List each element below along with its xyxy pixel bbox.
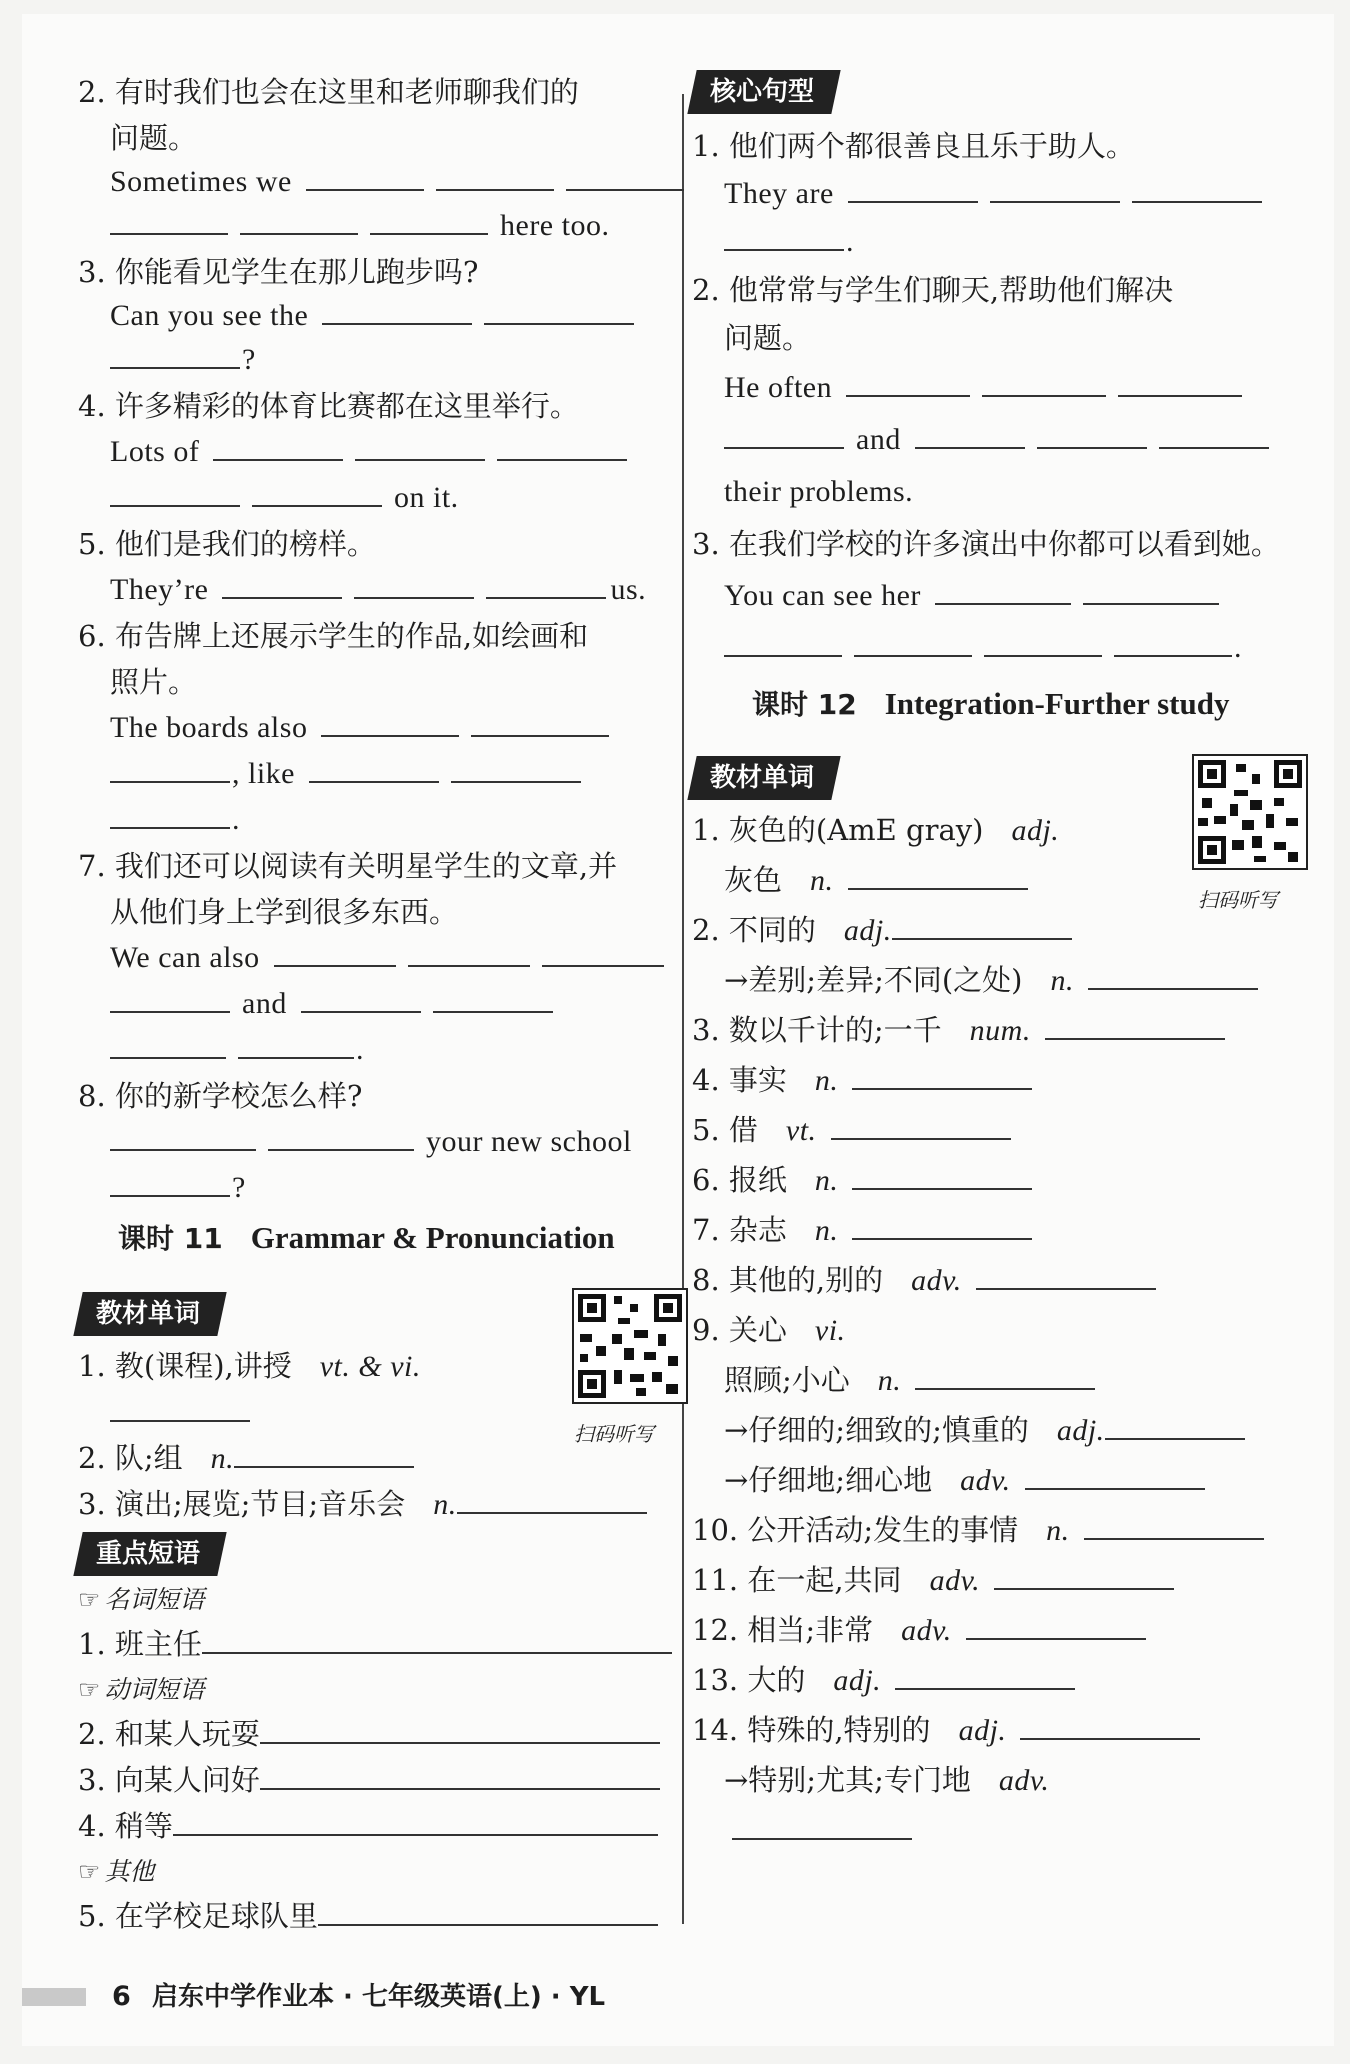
answer-blank[interactable]	[354, 567, 474, 599]
answer-blank[interactable]	[234, 1436, 414, 1468]
q7-en-end: .	[356, 1033, 364, 1066]
v1-pos: vt. & vi.	[319, 1350, 421, 1383]
w3-pos: num.	[969, 1014, 1031, 1047]
w6-chinese: 6. 报纸	[692, 1163, 787, 1197]
q2-chinese-cont: 问题。	[110, 121, 198, 155]
answer-blank[interactable]	[1105, 1408, 1245, 1440]
answer-blank[interactable]	[854, 625, 972, 657]
q2-en-text: Sometimes we	[110, 165, 292, 198]
w9-sub3-pos: adv.	[960, 1464, 1011, 1497]
answer-blank[interactable]	[542, 935, 664, 967]
answer-blank[interactable]	[408, 935, 530, 967]
section-vocab-12	[687, 756, 840, 800]
answer-blank[interactable]	[1084, 1508, 1264, 1540]
w9-sub1-pos: n.	[877, 1364, 902, 1397]
pointing-hand-icon: ☞	[78, 1675, 101, 1704]
answer-blank[interactable]	[895, 1658, 1075, 1690]
v3-line	[78, 1478, 659, 1530]
answer-blank[interactable]	[110, 1390, 250, 1422]
p1-line	[78, 1618, 684, 1670]
footer-decoration	[22, 1988, 86, 2006]
p4-line	[78, 1800, 670, 1852]
q2-en-end: here too.	[500, 209, 610, 242]
w10-chinese: 10. 公开活动;发生的事情	[692, 1513, 1019, 1547]
answer-blank[interactable]	[471, 705, 609, 737]
w6-line	[692, 1154, 1044, 1206]
w9-sub1-chinese: 照顾;小心	[724, 1363, 850, 1397]
lesson-12-number: 课时 12	[752, 688, 857, 721]
p5-chinese: 5. 在学校足球队里	[78, 1899, 318, 1933]
w14-sub-chinese: →特别;尤其;专门地	[724, 1763, 971, 1797]
s2-chinese-cont: 问题。	[724, 321, 812, 355]
v2-pos: n.	[210, 1442, 235, 1475]
q4-english-line2	[110, 472, 459, 524]
answer-blank[interactable]	[309, 751, 439, 783]
q5-english-line	[110, 564, 646, 616]
qr-pattern-icon	[574, 1290, 686, 1402]
answer-blank[interactable]	[110, 337, 240, 369]
w9-sub2-line	[724, 1404, 1257, 1456]
w14-pos: adj.	[958, 1714, 1007, 1747]
p3-line	[78, 1754, 672, 1806]
answer-blank[interactable]	[252, 475, 382, 507]
v1-answer-line	[110, 1386, 262, 1438]
q5-en-text: They’re	[110, 573, 209, 606]
answer-blank[interactable]	[497, 429, 627, 461]
answer-blank[interactable]	[1037, 417, 1147, 449]
w4-pos: n.	[814, 1064, 839, 1097]
w5-chinese: 5. 借	[692, 1113, 758, 1147]
answer-blank[interactable]	[1132, 171, 1262, 203]
page-number: 6	[112, 1981, 131, 2012]
section-phrases-label: 重点短语	[96, 1539, 201, 1569]
answer-blank[interactable]	[1118, 365, 1242, 397]
answer-blank[interactable]	[110, 475, 240, 507]
answer-blank[interactable]	[915, 417, 1025, 449]
w8-line	[692, 1254, 1168, 1306]
w2-sub-chinese: →差别;差异;不同(之处)	[724, 963, 1023, 997]
answer-blank[interactable]	[1088, 958, 1258, 990]
w9-sub3-line	[724, 1454, 1217, 1506]
q6-chinese-cont: 照片。	[110, 665, 198, 699]
w13-line	[692, 1654, 1087, 1706]
w11-pos: adv.	[929, 1564, 981, 1597]
s1-english-line2	[724, 216, 854, 268]
section-vocab-11-label: 教材单词	[96, 1299, 201, 1329]
s2-english-line2	[724, 414, 1281, 466]
w13-pos: adj.	[833, 1664, 882, 1697]
answer-blank[interactable]	[238, 1027, 354, 1059]
w9-sub2-pos: adj.	[1056, 1414, 1105, 1447]
s2-en-and: and	[856, 423, 901, 456]
answer-blank[interactable]	[724, 625, 842, 657]
q8-en-end: ?	[232, 1171, 246, 1204]
workbook-page	[22, 14, 1334, 2046]
w9-sub3-chinese: →仔细地;细心地	[724, 1463, 933, 1497]
w11-line	[692, 1554, 1186, 1606]
answer-blank[interactable]	[990, 171, 1120, 203]
v1-line	[78, 1340, 421, 1392]
s2-english-line1	[724, 362, 1254, 414]
answer-blank[interactable]	[852, 1208, 1032, 1240]
q4-en-text: Lots of	[110, 435, 200, 468]
s1-chinese: 1. 他们两个都很善良且乐于助人。	[692, 129, 1135, 163]
answer-blank[interactable]	[306, 159, 424, 191]
q4-chinese: 4. 许多精彩的体育比赛都在这里举行。	[78, 389, 579, 423]
q5-en-end: us.	[610, 573, 647, 606]
q3-en-text: Can you see the	[110, 299, 309, 332]
section-vocab-12-label: 教材单词	[710, 763, 815, 793]
w13-chinese: 13. 大的	[692, 1663, 806, 1697]
q8-english-line2	[110, 1162, 246, 1214]
other-head	[78, 1852, 154, 1892]
answer-blank[interactable]	[110, 751, 230, 783]
w2-line	[692, 904, 1084, 956]
answer-blank[interactable]	[1020, 1708, 1200, 1740]
w9-chinese: 9. 关心	[692, 1313, 787, 1347]
w1-chinese: 1. 灰色的(AmE gray)	[692, 813, 984, 847]
w6-pos: n.	[814, 1164, 839, 1197]
w9-sub1-line	[724, 1354, 1107, 1406]
answer-blank[interactable]	[566, 159, 684, 191]
w5-line	[692, 1104, 1023, 1156]
answer-blank[interactable]	[848, 858, 1028, 890]
q7-chinese-cont: 从他们身上学到很多东西。	[110, 895, 459, 929]
v2-chinese: 2. 队;组	[78, 1441, 183, 1475]
s3-english-line2	[724, 622, 1242, 674]
s2-chinese: 2. 他常常与学生们聊天,帮助他们解决	[692, 273, 1174, 307]
answer-blank[interactable]	[1114, 625, 1232, 657]
w2-sub-pos: n.	[1050, 964, 1074, 997]
q6-english-line3	[110, 794, 240, 846]
lesson-11-number: 课时 11	[118, 1222, 223, 1255]
s3-english-line1	[724, 570, 1231, 622]
q7-en-text: We can also	[110, 941, 260, 974]
answer-blank[interactable]	[1025, 1458, 1205, 1490]
w3-chinese: 3. 数以千计的;一千	[692, 1013, 942, 1047]
answer-blank[interactable]	[451, 751, 581, 783]
w14-sub-pos: adv.	[998, 1764, 1050, 1797]
w3-line	[692, 1004, 1237, 1056]
q3-english-line2	[110, 334, 256, 386]
answer-blank[interactable]	[966, 1608, 1146, 1640]
w10-line	[692, 1504, 1276, 1556]
answer-blank[interactable]	[274, 935, 396, 967]
q7-en-and: and	[242, 987, 287, 1020]
w12-chinese: 12. 相当;非常	[692, 1613, 874, 1647]
q6-en-end: .	[232, 803, 240, 836]
answer-blank[interactable]	[1045, 1008, 1225, 1040]
w7-pos: n.	[814, 1214, 839, 1247]
w1-sub-pos: n.	[810, 864, 834, 897]
w1-sub-chinese: 灰色	[724, 863, 783, 897]
q7-english-line2	[110, 978, 565, 1030]
answer-blank[interactable]	[1083, 573, 1219, 605]
qr-caption: 扫码听写	[574, 1422, 654, 1446]
answer-blank[interactable]	[370, 203, 488, 235]
w9-pos: vi.	[814, 1314, 846, 1347]
q8-en-text: your new school	[426, 1125, 632, 1158]
q3-en-end: ?	[242, 343, 256, 376]
answer-blank[interactable]	[484, 293, 634, 325]
answer-blank[interactable]	[732, 1808, 912, 1840]
qr-code-icon[interactable]	[1192, 754, 1308, 870]
w12-line	[692, 1604, 1158, 1656]
answer-blank[interactable]	[240, 203, 358, 235]
answer-blank[interactable]	[301, 981, 421, 1013]
v1-chinese: 1. 教(课程),讲授	[78, 1349, 292, 1383]
lesson-12-title	[752, 678, 1229, 730]
other-label: 其他	[104, 1857, 155, 1886]
q3-chinese: 3. 你能看见学生在那儿跑步吗?	[78, 255, 479, 289]
noun-phrase-head	[78, 1580, 204, 1620]
q7-chinese: 7. 我们还可以阅读有关明星学生的文章,并	[78, 849, 618, 883]
w14-chinese: 14. 特殊的,特别的	[692, 1713, 931, 1747]
w7-chinese: 7. 杂志	[692, 1213, 787, 1247]
noun-phrase-label: 名词短语	[104, 1585, 205, 1614]
answer-blank[interactable]	[976, 1258, 1156, 1290]
lesson-11-title	[118, 1212, 615, 1264]
s3-en-end: .	[1234, 631, 1242, 664]
w2-chinese: 2. 不同的	[692, 913, 816, 947]
p5-line	[78, 1890, 670, 1942]
answer-blank[interactable]	[213, 429, 343, 461]
w14-line	[692, 1704, 1212, 1756]
w5-pos: vt.	[785, 1114, 817, 1147]
answer-blank[interactable]	[110, 203, 228, 235]
q4-en-end: on it.	[394, 481, 459, 514]
w1-sub-line	[724, 854, 1040, 906]
s1-english-line1	[724, 168, 1274, 220]
answer-blank[interactable]	[110, 981, 230, 1013]
q6-en-text: The boards also	[110, 711, 308, 744]
q6-english-line2	[110, 748, 593, 800]
answer-blank[interactable]	[355, 429, 485, 461]
w9-line	[692, 1304, 846, 1356]
q8-english-line1	[110, 1116, 632, 1168]
answer-blank[interactable]	[110, 1165, 230, 1197]
w4-line	[692, 1054, 1044, 1106]
answer-blank[interactable]	[457, 1482, 647, 1514]
verb-phrase-head	[78, 1670, 204, 1710]
v2-line	[78, 1432, 426, 1484]
answer-blank[interactable]	[724, 219, 844, 251]
answer-blank[interactable]	[110, 1027, 226, 1059]
w10-pos: n.	[1046, 1514, 1070, 1547]
answer-blank[interactable]	[935, 573, 1071, 605]
answer-blank[interactable]	[846, 365, 970, 397]
section-vocab-11	[73, 1292, 226, 1336]
s2-english-line3: their problems.	[724, 475, 914, 508]
s3-en-text: You can see her	[724, 579, 921, 612]
w7-line	[692, 1204, 1044, 1256]
answer-blank[interactable]	[724, 417, 844, 449]
qr-code-icon[interactable]	[572, 1288, 688, 1404]
s1-en-end: .	[846, 225, 854, 258]
answer-blank[interactable]	[110, 797, 230, 829]
section-phrases	[73, 1532, 226, 1576]
qr-pattern-icon	[1194, 756, 1306, 868]
q5-chinese: 5. 他们是我们的榜样。	[78, 527, 376, 561]
p1-chinese: 1. 班主任	[78, 1627, 202, 1661]
w2-pos: adj.	[843, 914, 892, 947]
q4-english-line1	[110, 426, 639, 478]
lesson-12-name: Integration-Further study	[884, 686, 1230, 721]
answer-blank[interactable]	[982, 365, 1106, 397]
q6-chinese: 6. 布告牌上还展示学生的作品,如绘画和	[78, 619, 589, 653]
page-footer	[22, 1972, 722, 2022]
q2-chinese: 2. 有时我们也会在这里和老师聊我们的	[78, 75, 579, 109]
w2-sub-line	[724, 954, 1270, 1006]
answer-blank[interactable]	[848, 171, 978, 203]
answer-blank[interactable]	[260, 1712, 660, 1744]
answer-blank[interactable]	[984, 625, 1102, 657]
section-core-label: 核心句型	[710, 77, 815, 107]
p2-chinese: 2. 和某人玩耍	[78, 1717, 260, 1751]
answer-blank[interactable]	[852, 1058, 1032, 1090]
q2-english-line2	[110, 200, 609, 252]
s3-chinese: 3. 在我们学校的许多演出中你都可以看到她。	[692, 527, 1280, 561]
book-title: 启东中学作业本 · 七年级英语(上) · YL	[152, 1982, 606, 2012]
answer-blank[interactable]	[486, 567, 606, 599]
qr-caption: 扫码听写	[1198, 888, 1278, 912]
p4-chinese: 4. 稍等	[78, 1809, 173, 1843]
answer-blank[interactable]	[321, 705, 459, 737]
w14-sub-line	[724, 1754, 1049, 1806]
answer-blank[interactable]	[433, 981, 553, 1013]
answer-blank[interactable]	[173, 1804, 658, 1836]
verb-phrase-label: 动词短语	[104, 1675, 205, 1704]
p2-line	[78, 1708, 672, 1760]
answer-blank[interactable]	[892, 908, 1072, 940]
w1-pos: adj.	[1011, 814, 1060, 847]
lesson-11-name: Grammar & Pronunciation	[250, 1220, 615, 1255]
q7-english-line1	[110, 932, 676, 984]
v3-pos: n.	[433, 1488, 457, 1521]
answer-blank[interactable]	[222, 567, 342, 599]
answer-blank[interactable]	[260, 1758, 660, 1790]
s2-en-text: He often	[724, 371, 833, 404]
answer-blank[interactable]	[318, 1894, 658, 1926]
pointing-hand-icon: ☞	[78, 1857, 101, 1886]
answer-blank[interactable]	[436, 159, 554, 191]
answer-blank[interactable]	[831, 1108, 1011, 1140]
answer-blank[interactable]	[110, 1119, 256, 1151]
s1-en-text: They are	[724, 177, 834, 210]
w8-pos: adv.	[911, 1264, 962, 1297]
q7-english-line3	[110, 1024, 364, 1076]
w11-chinese: 11. 在一起,共同	[692, 1563, 902, 1597]
pointing-hand-icon: ☞	[78, 1585, 101, 1614]
q6-english-line1	[110, 702, 621, 754]
answer-blank[interactable]	[852, 1158, 1032, 1190]
answer-blank[interactable]	[268, 1119, 414, 1151]
answer-blank[interactable]	[202, 1622, 672, 1654]
section-core-sentences	[687, 70, 840, 114]
answer-blank[interactable]	[994, 1558, 1174, 1590]
q6-en-mid: , like	[232, 757, 295, 790]
w12-pos: adv.	[901, 1614, 952, 1647]
answer-blank[interactable]	[322, 293, 472, 325]
v3-chinese: 3. 演出;展览;节目;音乐会	[78, 1487, 406, 1521]
answer-blank[interactable]	[1159, 417, 1269, 449]
p3-chinese: 3. 向某人问好	[78, 1763, 260, 1797]
q8-chinese: 8. 你的新学校怎么样?	[78, 1079, 363, 1113]
w8-chinese: 8. 其他的,别的	[692, 1263, 884, 1297]
w14-answer-line	[732, 1804, 924, 1856]
answer-blank[interactable]	[915, 1358, 1095, 1390]
w1-line	[692, 804, 1059, 856]
w4-chinese: 4. 事实	[692, 1063, 787, 1097]
w9-sub2-chinese: →仔细的;细致的;慎重的	[724, 1413, 1029, 1447]
